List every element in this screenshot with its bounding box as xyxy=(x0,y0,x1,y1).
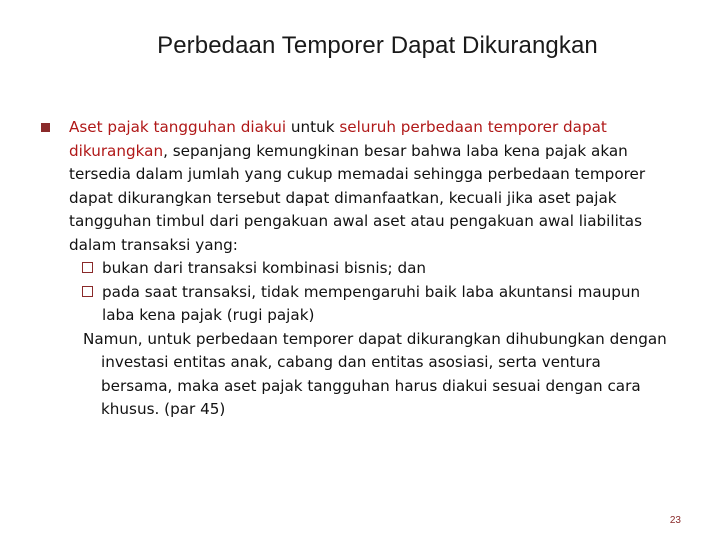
slide-body xyxy=(69,116,669,422)
checkbox-bullet-icon xyxy=(82,262,93,273)
sub-item xyxy=(69,257,669,281)
square-bullet-icon xyxy=(41,123,50,132)
page-number: 23 xyxy=(669,515,681,526)
highlight-all-differences: seluruh perbedaan temporer dapat dikurangkan xyxy=(69,118,607,160)
bullet-paragraph xyxy=(69,116,669,257)
sub-item xyxy=(69,281,669,328)
bullet-text-rest: , sepanjang kemungkinan besar bahwa laba kena pajak akan tersedia dalam jumlah yang cukup memadai sehingga perbedaan temporer dapat dikurangkan tersebut dapat dimanfaatkan, kecuali jika aset pajak tangguhan timbul dari pengakuan awal aset atau pengakuan awal liabilitas dalam transaksi yang: xyxy=(69,141,646,254)
sub-item-text: pada saat transaksi, tidak mempengaruhi baik laba akuntansi maupun laba kena pajak (rugi pajak) xyxy=(102,282,641,324)
checkbox-bullet-icon xyxy=(82,286,93,297)
highlight-recognized: Aset pajak tangguhan diakui xyxy=(69,118,287,136)
sub-item-text: bukan dari transaksi kombinasi bisnis; dan xyxy=(102,259,427,277)
bullet-text-connector: untuk xyxy=(286,118,340,136)
note-paragraph: Namun, untuk perbedaan temporer dapat dikurangkan dihubungkan dengan investasi entitas anak, cabang dan entitas asosiasi, serta ventura bersama, maka aset pajak tangguhan harus diakui sesuai dengan cara khusus. (par 45) xyxy=(83,329,667,418)
slide-title: Perbedaan Temporer Dapat Dikurangkan xyxy=(157,32,598,59)
